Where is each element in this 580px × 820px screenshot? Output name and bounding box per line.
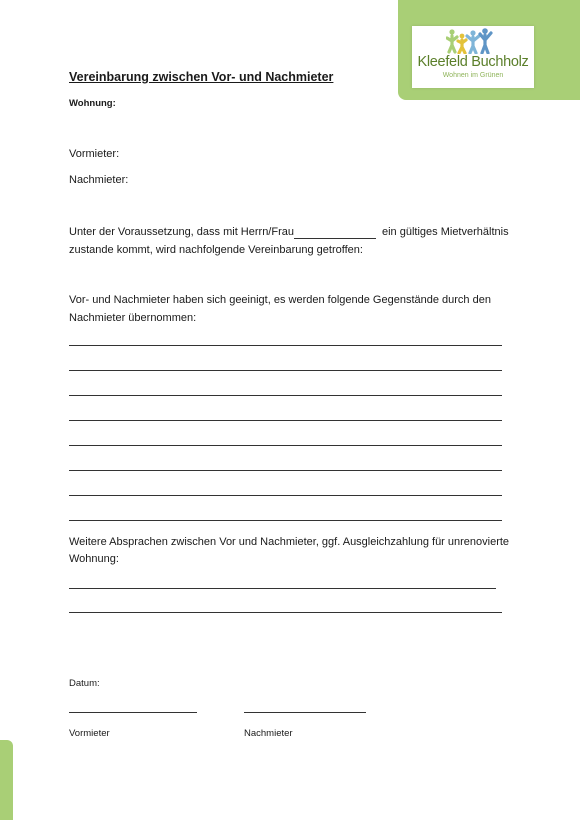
blank-line (69, 470, 502, 471)
blank-line (69, 420, 502, 421)
signature-label-tenant: Nachmieter (244, 728, 293, 739)
condition-text-part2: ein gültiges Mietverhältnis (382, 226, 509, 238)
blank-line (69, 370, 502, 371)
blank-line (69, 612, 502, 613)
agreement-text-line2: Nachmieter übernommen: (69, 312, 197, 324)
blank-line (69, 588, 496, 589)
apartment-label: Wohnung: (69, 98, 116, 109)
further-text-line1: Weitere Absprachen zwischen Vor und Nachmieter, ggf. Ausgleichzahlung für unrenovierte (69, 536, 510, 548)
agreement-text-line1: Vor- und Nachmieter haben sich geeinigt, es werden folgende Gegenstände durch den (69, 294, 491, 306)
logo-name: Kleefeld Buchholz (417, 54, 529, 70)
tenant-label: Nachmieter: (69, 174, 129, 186)
people-logo-icon (446, 28, 494, 54)
signature-line-landlord (69, 712, 197, 713)
logo (412, 26, 534, 88)
landlord-label: Vormieter: (69, 148, 120, 160)
signature-line-tenant (244, 712, 366, 713)
blank-line (69, 520, 502, 521)
blank-line (69, 495, 502, 496)
further-text-line2: Wohnung: (69, 553, 119, 565)
document-title: Vereinbarung zwischen Vor- und Nachmieter (69, 70, 334, 84)
signature-label-landlord: Vormieter (69, 728, 110, 739)
date-label: Datum: (69, 678, 100, 689)
blank-line (69, 395, 502, 396)
blank-line (69, 345, 502, 346)
logo-tagline: Wohnen im Grünen (442, 72, 504, 79)
condition-text-line2: zustande kommt, wird nachfolgende Vereinbarung getroffen: (69, 244, 363, 256)
name-fill-line (294, 238, 376, 239)
blank-line (69, 445, 502, 446)
side-decoration (0, 740, 13, 820)
condition-text-part1: Unter der Voraussetzung, dass mit Herrn/Frau (69, 226, 294, 238)
